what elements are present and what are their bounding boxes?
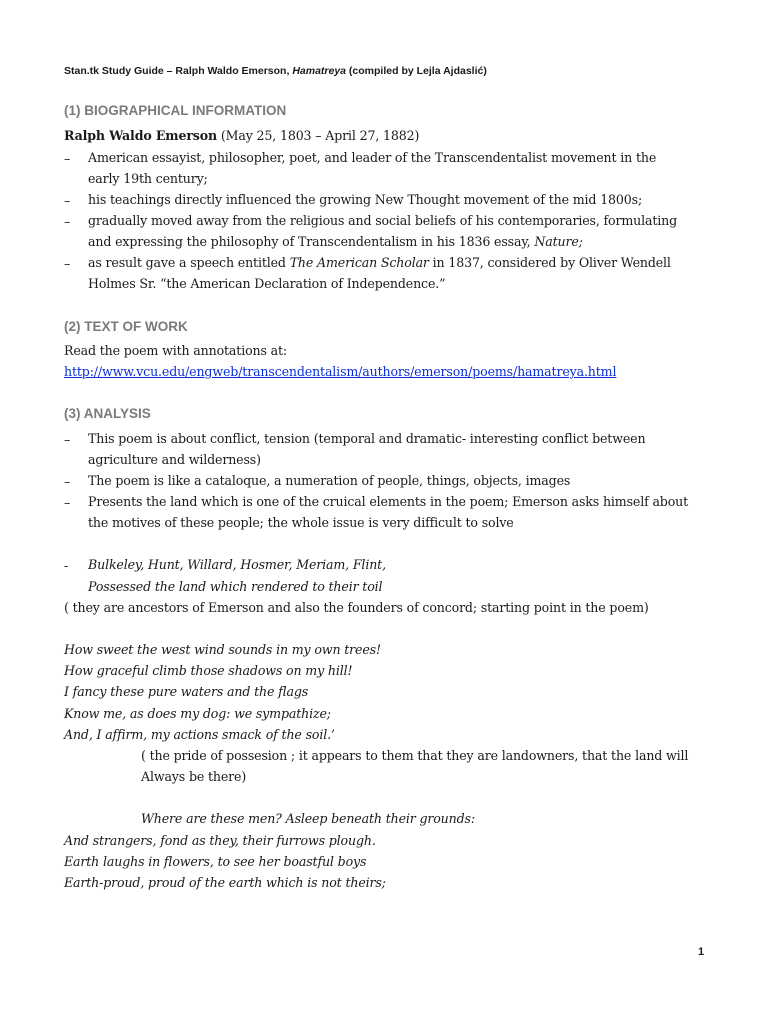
bio-bullet-4-text-a: as result gave a speech entitled — [88, 255, 290, 270]
quote-3-line-2: And strangers, fond as they, their furrows plough. — [64, 833, 376, 848]
bio-bullet-1-line-1: American essayist, philosopher, poet, and leader of the Transcendentalist movement in the — [88, 150, 657, 165]
analysis-bullet-3-line-1: Presents the land which is one of the cruical elements in the poem; Emerson asks himself about — [88, 494, 689, 509]
bullet-hyphen: - — [64, 558, 69, 573]
bullet-dash: – — [64, 495, 71, 510]
quote-3-line-3: Earth laughs in flowers, to see her boastful boys — [64, 854, 367, 869]
note-2-line-1: ( the pride of possesion ; it appears to them that they are landowners, that the land will — [141, 748, 689, 763]
note-1: ( they are ancestors of Emerson and also the founders of concord; starting point in the poem) — [64, 600, 649, 615]
quote-2-line-3: I fancy these pure waters and the flags — [64, 684, 309, 699]
bullet-dash: – — [64, 256, 71, 271]
bio-bullet-3-line-1: gradually moved away from the religious and social beliefs of his contemporaries, formulating — [88, 213, 677, 228]
poem-annotations-link[interactable]: http://www.vcu.edu/engweb/transcendentalism/authors/emerson/poems/hamatreya.html — [64, 364, 617, 379]
speech-title: The American Scholar — [289, 255, 429, 270]
quote-2-line-2: How graceful climb those shadows on my hill! — [64, 663, 353, 678]
section-heading-biographical: (1) BIOGRAPHICAL INFORMATION — [64, 103, 287, 118]
link-line — [64, 364, 616, 379]
bio-bullet-3-line-2 — [88, 234, 583, 249]
bullet-dash: – — [64, 474, 71, 489]
analysis-bullet-1-line-1: This poem is about conflict, tension (temporal and dramatic- interesting conflict between — [88, 431, 646, 446]
bio-bullet-4-line-2: Holmes Sr. “the American Declaration of Independence.” — [88, 276, 446, 291]
bullet-dash: – — [64, 151, 71, 166]
bio-name-line — [64, 128, 419, 143]
quote-3-line-1: Where are these men? Asleep beneath their grounds: — [141, 811, 475, 826]
header-prefix: Stan.tk Study Guide – Ralph Waldo Emerson, — [64, 65, 293, 77]
section-heading-analysis: (3) ANALYSIS — [64, 406, 151, 421]
quote-2-line-1: How sweet the west wind sounds in my own trees! — [64, 642, 381, 657]
text-of-work-intro: Read the poem with annotations at: — [64, 343, 288, 358]
analysis-bullet-3-line-2: the motives of these people; the whole issue is very difficult to solve — [88, 515, 514, 530]
essay-title: Nature; — [534, 234, 583, 249]
author-name: Ralph Waldo Emerson — [64, 128, 217, 143]
header-work-title: Hamatreya — [292, 65, 347, 77]
section-heading-text-of-work: (2) TEXT OF WORK — [64, 319, 188, 334]
bullet-dash: – — [64, 432, 71, 447]
bio-bullet-4-text-c: in 1837, considered by Oliver Wendell — [428, 255, 671, 270]
quote-1-line-1: Bulkeley, Hunt, Willard, Hosmer, Meriam, Flint, — [88, 557, 386, 572]
quote-2-line-4: Know me, as does my dog: we sympathize; — [64, 706, 331, 721]
bio-bullet-2-line-1: his teachings directly influenced the growing New Thought movement of the mid 1800s; — [88, 192, 643, 207]
analysis-bullet-1-line-2: agriculture and wilderness) — [88, 452, 261, 467]
bio-bullet-4-line-1 — [88, 255, 671, 270]
quote-2-line-5: And, I affirm, my actions smack of the soil.’ — [64, 727, 335, 742]
bullet-dash: – — [64, 193, 71, 208]
author-dates: (May 25, 1803 – April 27, 1882) — [217, 128, 420, 143]
page-header — [64, 65, 487, 77]
quote-1-line-2: Possessed the land which rendered to their toil — [88, 579, 383, 594]
page-number: 1 — [698, 946, 705, 958]
bio-bullet-3-text: and expressing the philosophy of Transcendentalism in his 1836 essay, — [88, 234, 535, 249]
note-2-line-2: Always be there) — [141, 769, 247, 784]
bullet-dash: – — [64, 214, 71, 229]
header-suffix: (compiled by Lejla Ajdaslić) — [346, 65, 487, 77]
bio-bullet-1-line-2: early 19th century; — [88, 171, 208, 186]
analysis-bullet-2-line-1: The poem is like a cataloque, a numeration of people, things, objects, images — [88, 473, 571, 488]
quote-3-line-4: Earth-proud, proud of the earth which is not theirs; — [64, 875, 386, 890]
